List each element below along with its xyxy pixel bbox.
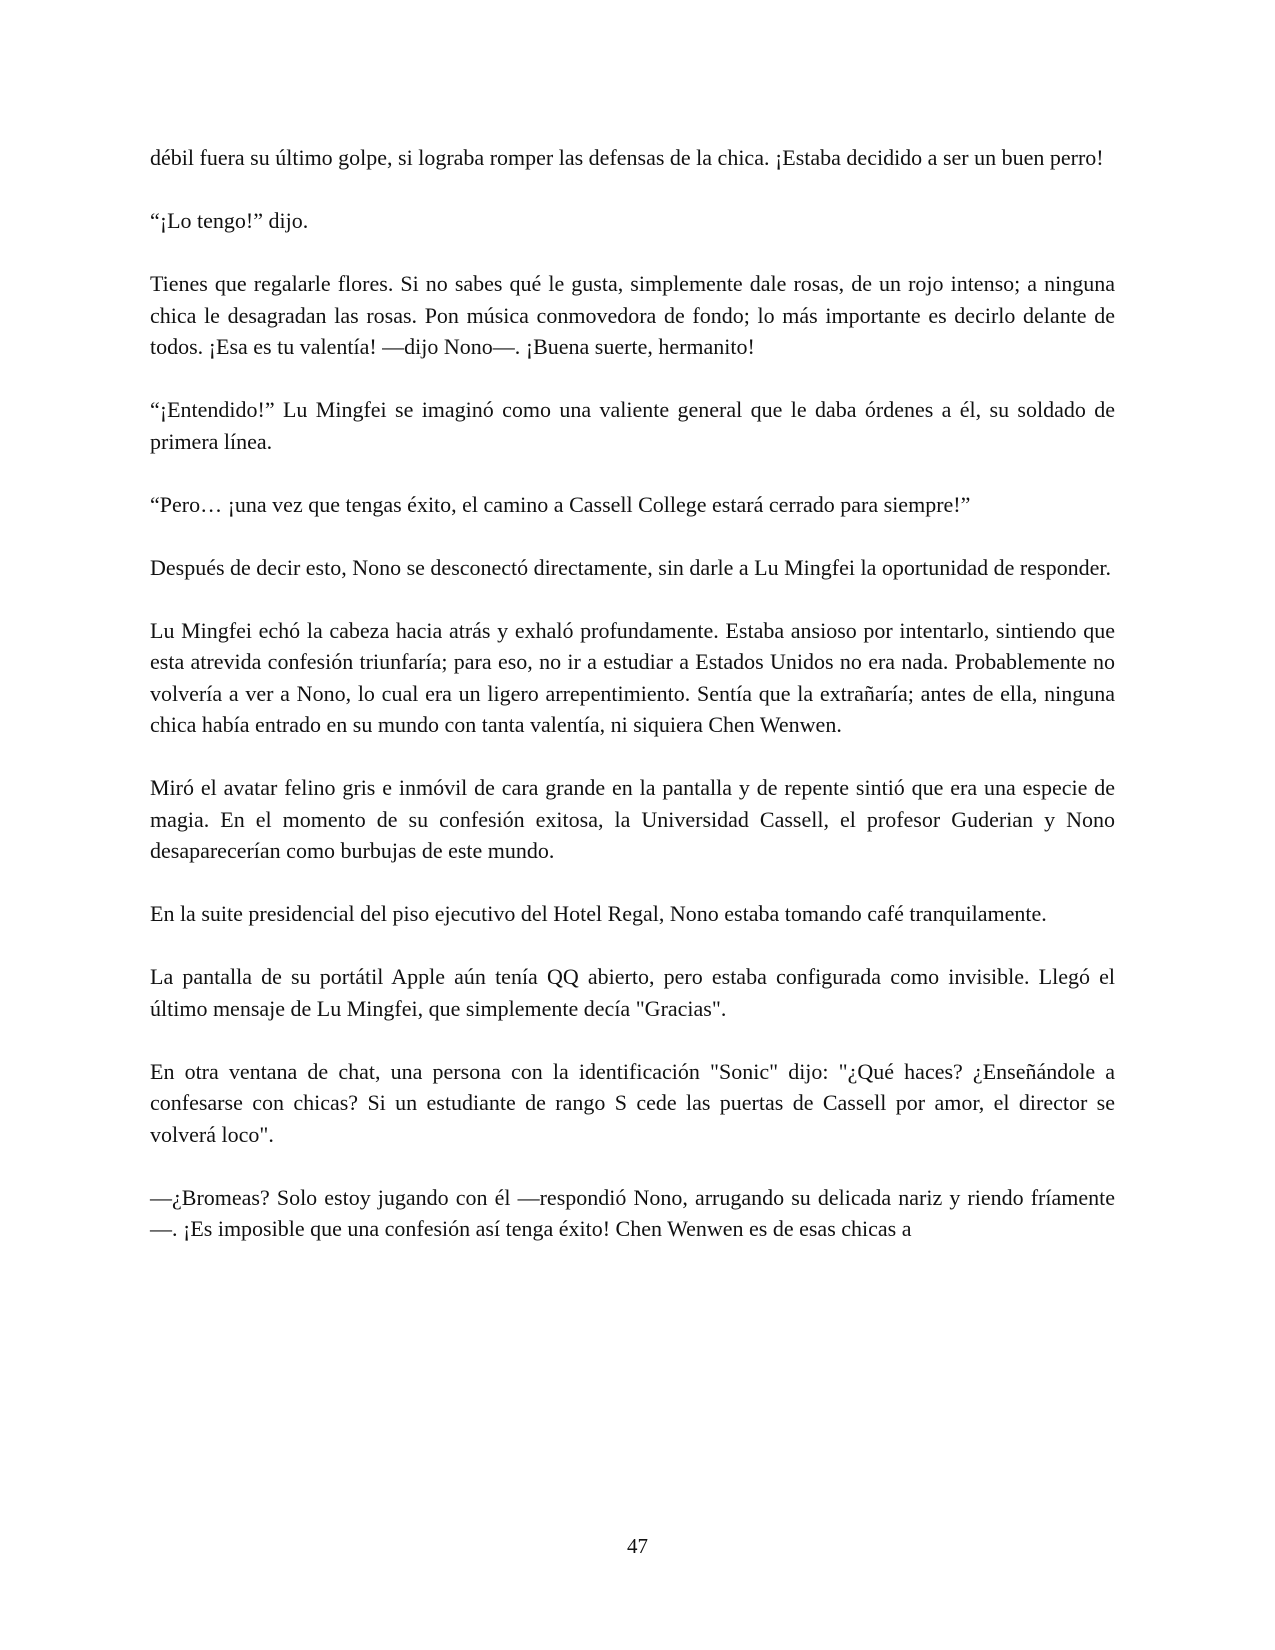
paragraph: Miró el avatar felino gris e inmóvil de cara grande en la pantalla y de repente sintió que era una especie de magia. En el momento de su confesión exitosa, la Universidad Cassell, el profesor Guderian y Nono desaparecerían como burbujas de este mundo.	[150, 775, 1115, 863]
paragraph: débil fuera su último golpe, si lograba romper las defensas de la chica. ¡Estaba decidido a ser un buen perro!	[150, 145, 1104, 170]
paragraph: “¡Lo tengo!” dijo.	[150, 208, 309, 233]
body-text	[150, 142, 1115, 1245]
paragraph: Después de decir esto, Nono se desconectó directamente, sin darle a Lu Mingfei la oportunidad de responder.	[150, 554, 1111, 580]
paragraph: En la suite presidencial del piso ejecutivo del Hotel Regal, Nono estaba tomando café tranquilamente.	[150, 901, 1047, 926]
paragraph: Lu Mingfei echó la cabeza hacia atrás y exhaló profundamente. Estaba ansioso por intentarlo, sintiendo que esta atrevida confesión triunfaría; para eso, no ir a estudiar a Estados Unidos no era nada. Probablemente no volvería a ver a Nono, lo cual era un ligero arrepentimiento. Sentía que la extrañaría; antes de ella, ninguna chica había entrado en su mundo con tanta valentía, ni siquiera Chen Wenwen.	[150, 617, 1115, 737]
paragraph: “¡Entendido!” Lu Mingfei se imaginó como una valiente general que le daba órdenes a él, su soldado de primera línea.	[150, 397, 1115, 454]
paragraph: —¿Bromeas? Solo estoy jugando con él —respondió Nono, arrugando su delicada nariz y riendo fríamente—. ¡Es imposible que una confesión así tenga éxito! Chen Wenwen es de esas chicas a	[150, 1184, 1115, 1241]
page-number: 47	[627, 1534, 648, 1558]
paragraph: En otra ventana de chat, una persona con la identificación "Sonic" dijo: "¿Qué haces? ¿Enseñándole a confesarse con chicas? Si un estudiante de rango S cede las puertas de Cassell por amor, el director se volverá loco".	[150, 1058, 1115, 1147]
paragraph: “Pero… ¡una vez que tengas éxito, el camino a Cassell College estará cerrado para siempre!”	[150, 491, 971, 517]
paragraph: Tienes que regalarle flores. Si no sabes qué le gusta, simplemente dale rosas, de un rojo intenso; a ninguna chica le desagradan las rosas. Pon música conmovedora de fondo; lo más importante es decirlo delante de todos. ¡Esa es tu valentía! —dijo Nono—. ¡Buena suerte, hermanito!	[150, 271, 1115, 359]
paragraph: La pantalla de su portátil Apple aún tenía QQ abierto, pero estaba configurada como invisible. Llegó el último mensaje de Lu Mingfei, que simplemente decía "Gracias".	[150, 964, 1115, 1021]
